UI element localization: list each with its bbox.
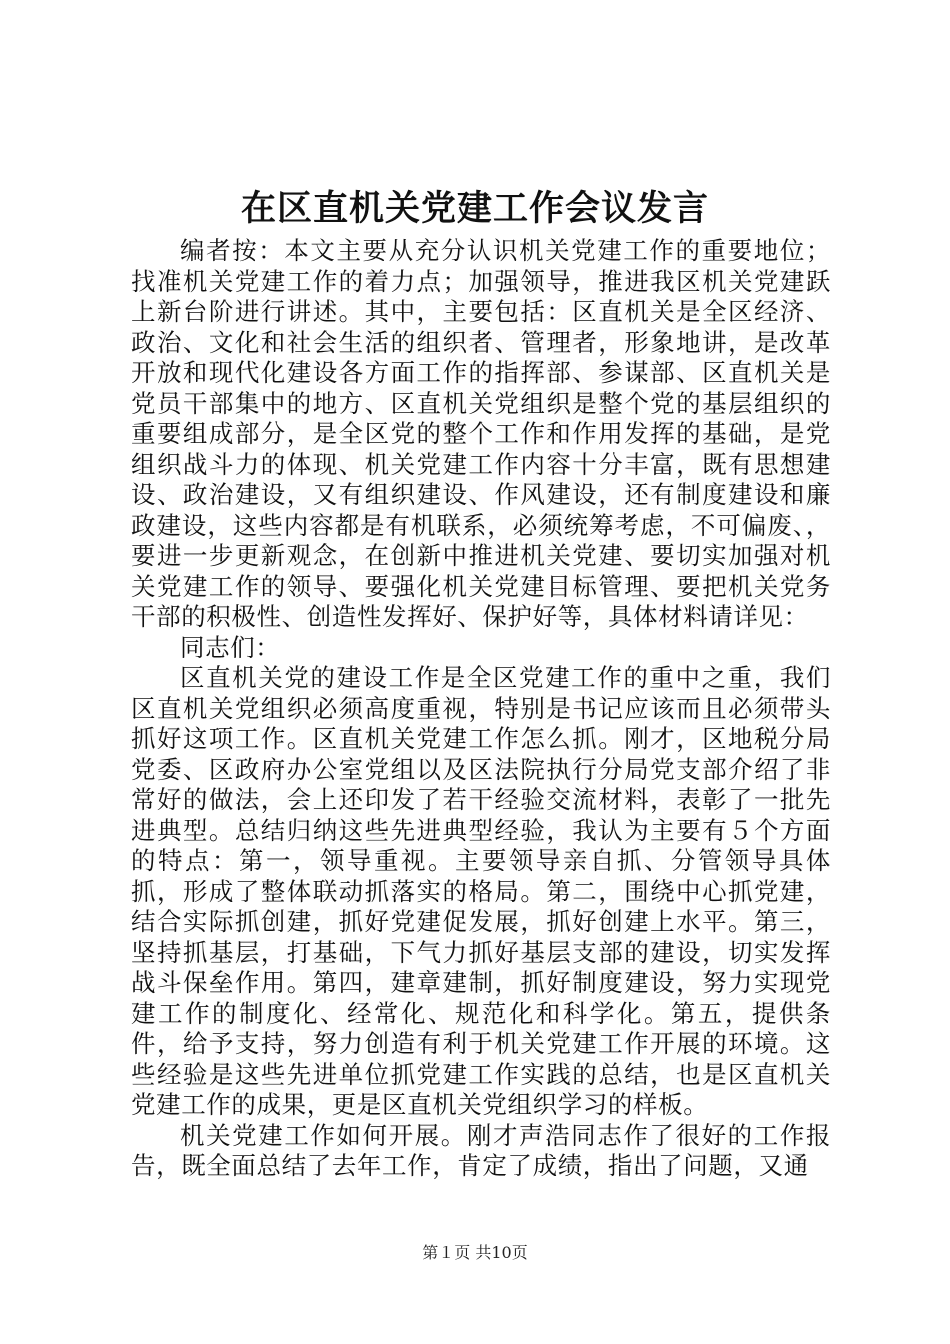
body-paragraph: 区直机关党的建设工作是全区党建工作的重中之重，我们区直机关党组织必须高度重视，特别是书记应该而且必须带头抓好这项工作。区直机关党建工作怎么抓。刚才，区地税分局党委、区政府办公室党组以及区法院执行分局党支部介绍了非常好的做法，会上还印发了若干经验交流材料，表彰了一批先进典型。总结归纳这些先进典型经验，我认为主要有５个方面的特点：第一，领导重视。主要领导亲自抓、分管领导具体抓，形成了整体联动抓落实的格局。第二，围绕中心抓党建，结合实际抓创建，抓好党建促发展，抓好创建上水平。第三，坚持抓基层，打基础，下气力抓好基层支部的建设，切实发挥战斗保垒作用。第四，建章建制，抓好制度建设，努力实现党建工作的制度化、经常化、规范化和科学化。第五，提供条件，给予支持，努力创造有利于机关党建工作开展的环境。这些经验是这些先进单位抓党建工作实践的总结，也是区直机关党建工作的成果，更是区直机关党组织学习的样板。 xyxy=(131,663,831,1119)
page-number-footer: 第１页 共10页 xyxy=(422,1243,528,1262)
salutation-paragraph: 同志们： xyxy=(180,632,281,662)
body-paragraph: 机关党建工作如何开展。刚才声浩同志作了很好的工作报告，既全面总结了去年工作，肯定了成绩，指出了问题，又通 xyxy=(131,1120,831,1180)
document-body xyxy=(131,236,831,1182)
document-title: 在区直机关党建工作会议发言 xyxy=(240,188,709,229)
editor-note-paragraph: 编者按：本文主要从充分认识机关党建工作的重要地位；找准机关党建工作的着力点；加强领导，推进我区机关党建跃上新台阶进行讲述。其中，主要包括：区直机关是全区经济、政治、文化和社会生活的组织者、管理者，形象地讲，是改革开放和现代化建设各方面工作的指挥部、参谋部、区直机关是党员干部集中的地方、区直机关党组织是整个党的基层组织的重要组成部分，是全区党的整个工作和作用发挥的基础，是党组织战斗力的体现、机关党建工作内容十分丰富，既有思想建设、政治建设，又有组织建设、作风建设，还有制度建设和廉政建设，这些内容都是有机联系，必须统筹考虑，不可偏废、，要进一步更新观念，在创新中推进机关党建、要切实加强对机关党建工作的领导、要强化机关党建目标管理、要把机关党务干部的积极性、创造性发挥好、保护好等，具体材料请详见： xyxy=(131,236,831,631)
